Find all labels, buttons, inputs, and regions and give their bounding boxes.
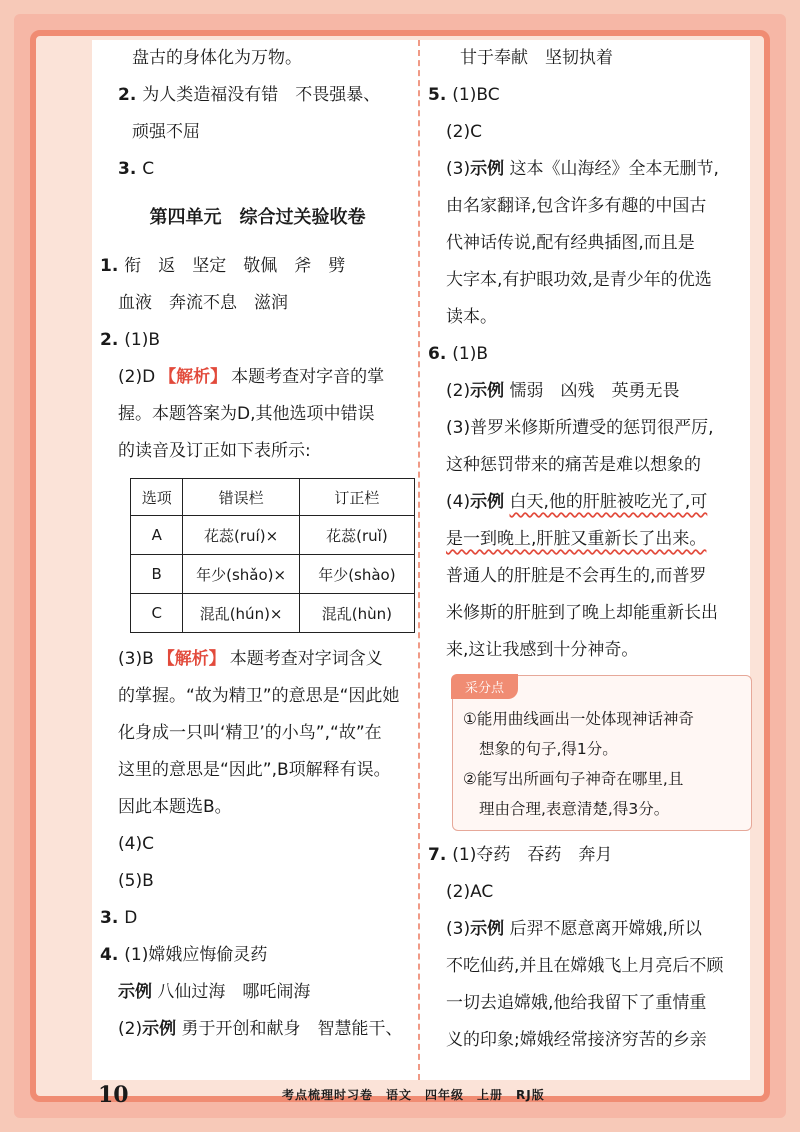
text-line: 来,这让我感到十分神奇。 [446, 640, 639, 660]
column-divider [418, 40, 420, 1080]
answer-text: (1)BC [452, 85, 500, 105]
table-cell: 混乱(hùn) [299, 594, 414, 633]
analysis-text: 本题考查对字音的掌 [231, 367, 385, 387]
sub-answer: (5)B [118, 871, 154, 891]
answer-text: D [124, 908, 138, 928]
text-line: 一切去追嫦娥,他给我留下了重情重 [446, 993, 707, 1013]
text-line: 大字本,有护眼功效,是青少年的优选 [446, 270, 712, 290]
answer-text: 懦弱 凶残 英勇无畏 [509, 381, 680, 401]
scoring-line: 想象的句子,得1分。 [479, 740, 618, 758]
table-header: 错误栏 [183, 479, 299, 516]
table-header-row [131, 479, 415, 516]
analysis-tag: 【解析】 [157, 649, 226, 669]
table-cell: A [131, 516, 183, 555]
analysis-text: 本题考查对字词含义 [229, 649, 383, 669]
q2-1 [100, 322, 415, 359]
answer-text: 这本《山海经》全本无删节, [509, 159, 719, 179]
correction-table [130, 478, 415, 633]
question-number: 1. [100, 256, 119, 276]
text-line: 由名家翻译,包含许多有趣的中国古 [446, 196, 707, 216]
table-header: 选项 [131, 479, 183, 516]
text-line: 的读音及订正如下表所示: [118, 441, 311, 461]
table-cell: C [131, 594, 183, 633]
table-row [131, 555, 415, 594]
text-line: 因此本题选B。 [118, 797, 232, 817]
text-line: 这种惩罚带来的痛苦是难以想象的 [446, 455, 701, 475]
text-line: 读本。 [446, 307, 497, 327]
q5-1 [428, 77, 750, 114]
example-tag: 示例 [470, 919, 505, 939]
q3 [100, 900, 415, 937]
book-info: 考点梳理时习卷 语文 四年级 上册 RJ版 [282, 1088, 545, 1102]
table-cell: B [131, 555, 183, 594]
sub-answer: (2)C [446, 122, 482, 142]
text-line: 米修斯的肝脏到了晚上却能重新长出 [446, 603, 718, 623]
table-cell: 混乱(hún)× [183, 594, 299, 633]
q5-3-line-a [428, 151, 750, 188]
sub-answer: (2) [118, 1019, 143, 1039]
analysis-tag: 【解析】 [159, 367, 228, 387]
table-header: 订正栏 [299, 479, 414, 516]
scoring-points-label: 采分点 [451, 674, 518, 699]
q6-2 [428, 373, 750, 410]
question-number: 2. [100, 330, 119, 350]
answer-2 [100, 77, 415, 114]
answer-text: (1)夺药 吞药 奔月 [452, 845, 613, 865]
q2-3-line-a [100, 641, 415, 678]
answer-text: C [142, 159, 155, 179]
table-cell: 花蕊(ruí)× [183, 516, 299, 555]
page-number: 10 [98, 1082, 129, 1108]
underlined-sentence: 白天,他的肝脏被吃光了,可 [509, 492, 708, 512]
text-line: 普通人的肝脏是不会再生的,而普罗 [446, 566, 707, 586]
answer-text: 为人类造福没有错 不畏强暴、 [142, 85, 381, 105]
sub-answer: (4) [446, 492, 471, 512]
q1-line-b: 血液 奔流不息 滋润 [118, 293, 288, 313]
table-row [131, 516, 415, 555]
text-line: 不吃仙药,并且在嫦娥飞上月亮后不顾 [446, 956, 724, 976]
example-tag: 示例 [118, 982, 152, 1002]
sub-answer: (3) [446, 919, 471, 939]
q6-1 [428, 336, 750, 373]
underlined-sentence: 是一到晚上,肝脏又重新长了出来。 [446, 529, 707, 549]
text-line: 顽强不屈 [132, 122, 200, 142]
q7-1 [428, 837, 750, 874]
left-column [100, 40, 415, 1048]
example-tag: 示例 [470, 381, 505, 401]
text-line: 这里的意思是“因此”,B项解释有误。 [118, 760, 391, 780]
answer-3 [100, 151, 415, 188]
question-number: 2. [118, 85, 137, 105]
page-footer [92, 1080, 750, 1110]
answer-text: (1)B [124, 330, 161, 350]
sub-answer: (4)C [118, 834, 154, 854]
question-number: 4. [100, 945, 119, 965]
example-tag: 示例 [470, 492, 505, 512]
scoring-points-box [452, 675, 752, 831]
q4-example [100, 974, 415, 1011]
example-tag: 示例 [142, 1019, 177, 1039]
right-column [428, 40, 750, 1059]
text-line: 的掌握。“故为精卫”的意思是“因此她 [118, 686, 400, 706]
table-cell: 年少(shǎo)× [183, 555, 299, 594]
sub-answer: (2) [446, 381, 471, 401]
q7-3-line-a [428, 911, 750, 948]
answer-text: (1)嫦娥应悔偷灵药 [124, 945, 268, 965]
question-number: 3. [100, 908, 119, 928]
sub-answer: (3)B [118, 649, 154, 669]
sub-answer: (2)D [118, 367, 156, 387]
q1-line-a [100, 248, 415, 285]
q4-2 [100, 1011, 415, 1048]
answer-text: 后羿不愿意离开嫦娥,所以 [509, 919, 702, 939]
example-tag: 示例 [470, 159, 505, 179]
text-line: 代神话传说,配有经典插图,而且是 [446, 233, 695, 253]
text-line [428, 521, 750, 558]
scoring-line: ①能用曲线画出一处体现神话神奇 [463, 710, 694, 728]
answer-text: (1)B [452, 344, 489, 364]
section-title: 第四单元 综合过关验收卷 [149, 207, 366, 228]
question-number: 7. [428, 845, 447, 865]
table-cell: 花蕊(ruǐ) [299, 516, 414, 555]
question-number: 5. [428, 85, 447, 105]
sub-answer: (3) [446, 159, 471, 179]
scoring-line: ②能写出所画句子神奇在哪里,且 [463, 770, 684, 788]
answer-text: 八仙过海 哪吒闹海 [157, 982, 311, 1002]
question-number: 6. [428, 344, 447, 364]
sub-answer: (2)AC [446, 882, 494, 902]
text-line: 握。本题答案为D,其他选项中错误 [118, 404, 375, 424]
q2-2-line-a [100, 359, 415, 396]
question-number: 3. [118, 159, 137, 179]
table-row [131, 594, 415, 633]
q4-1 [100, 937, 415, 974]
q6-4-line-a [428, 484, 750, 521]
text-line: 义的印象;嫦娥经常接济穷苦的乡亲 [446, 1030, 707, 1050]
text-line: (3)普罗米修斯所遭受的惩罚很严厉, [446, 418, 714, 438]
answer-text: 衔 返 坚定 敬佩 斧 劈 [124, 256, 346, 276]
table-cell: 年少(shào) [299, 555, 414, 594]
text-line: 盘古的身体化为万物。 [132, 48, 302, 68]
answer-text: 勇于开创和献身 智慧能干、 [181, 1019, 403, 1039]
scoring-line: 理由合理,表意清楚,得3分。 [479, 800, 670, 818]
text-line: 化身成一只叫‘精卫’的小鸟”,“故”在 [118, 723, 382, 743]
text-line: 甘于奉献 坚韧执着 [460, 48, 613, 68]
